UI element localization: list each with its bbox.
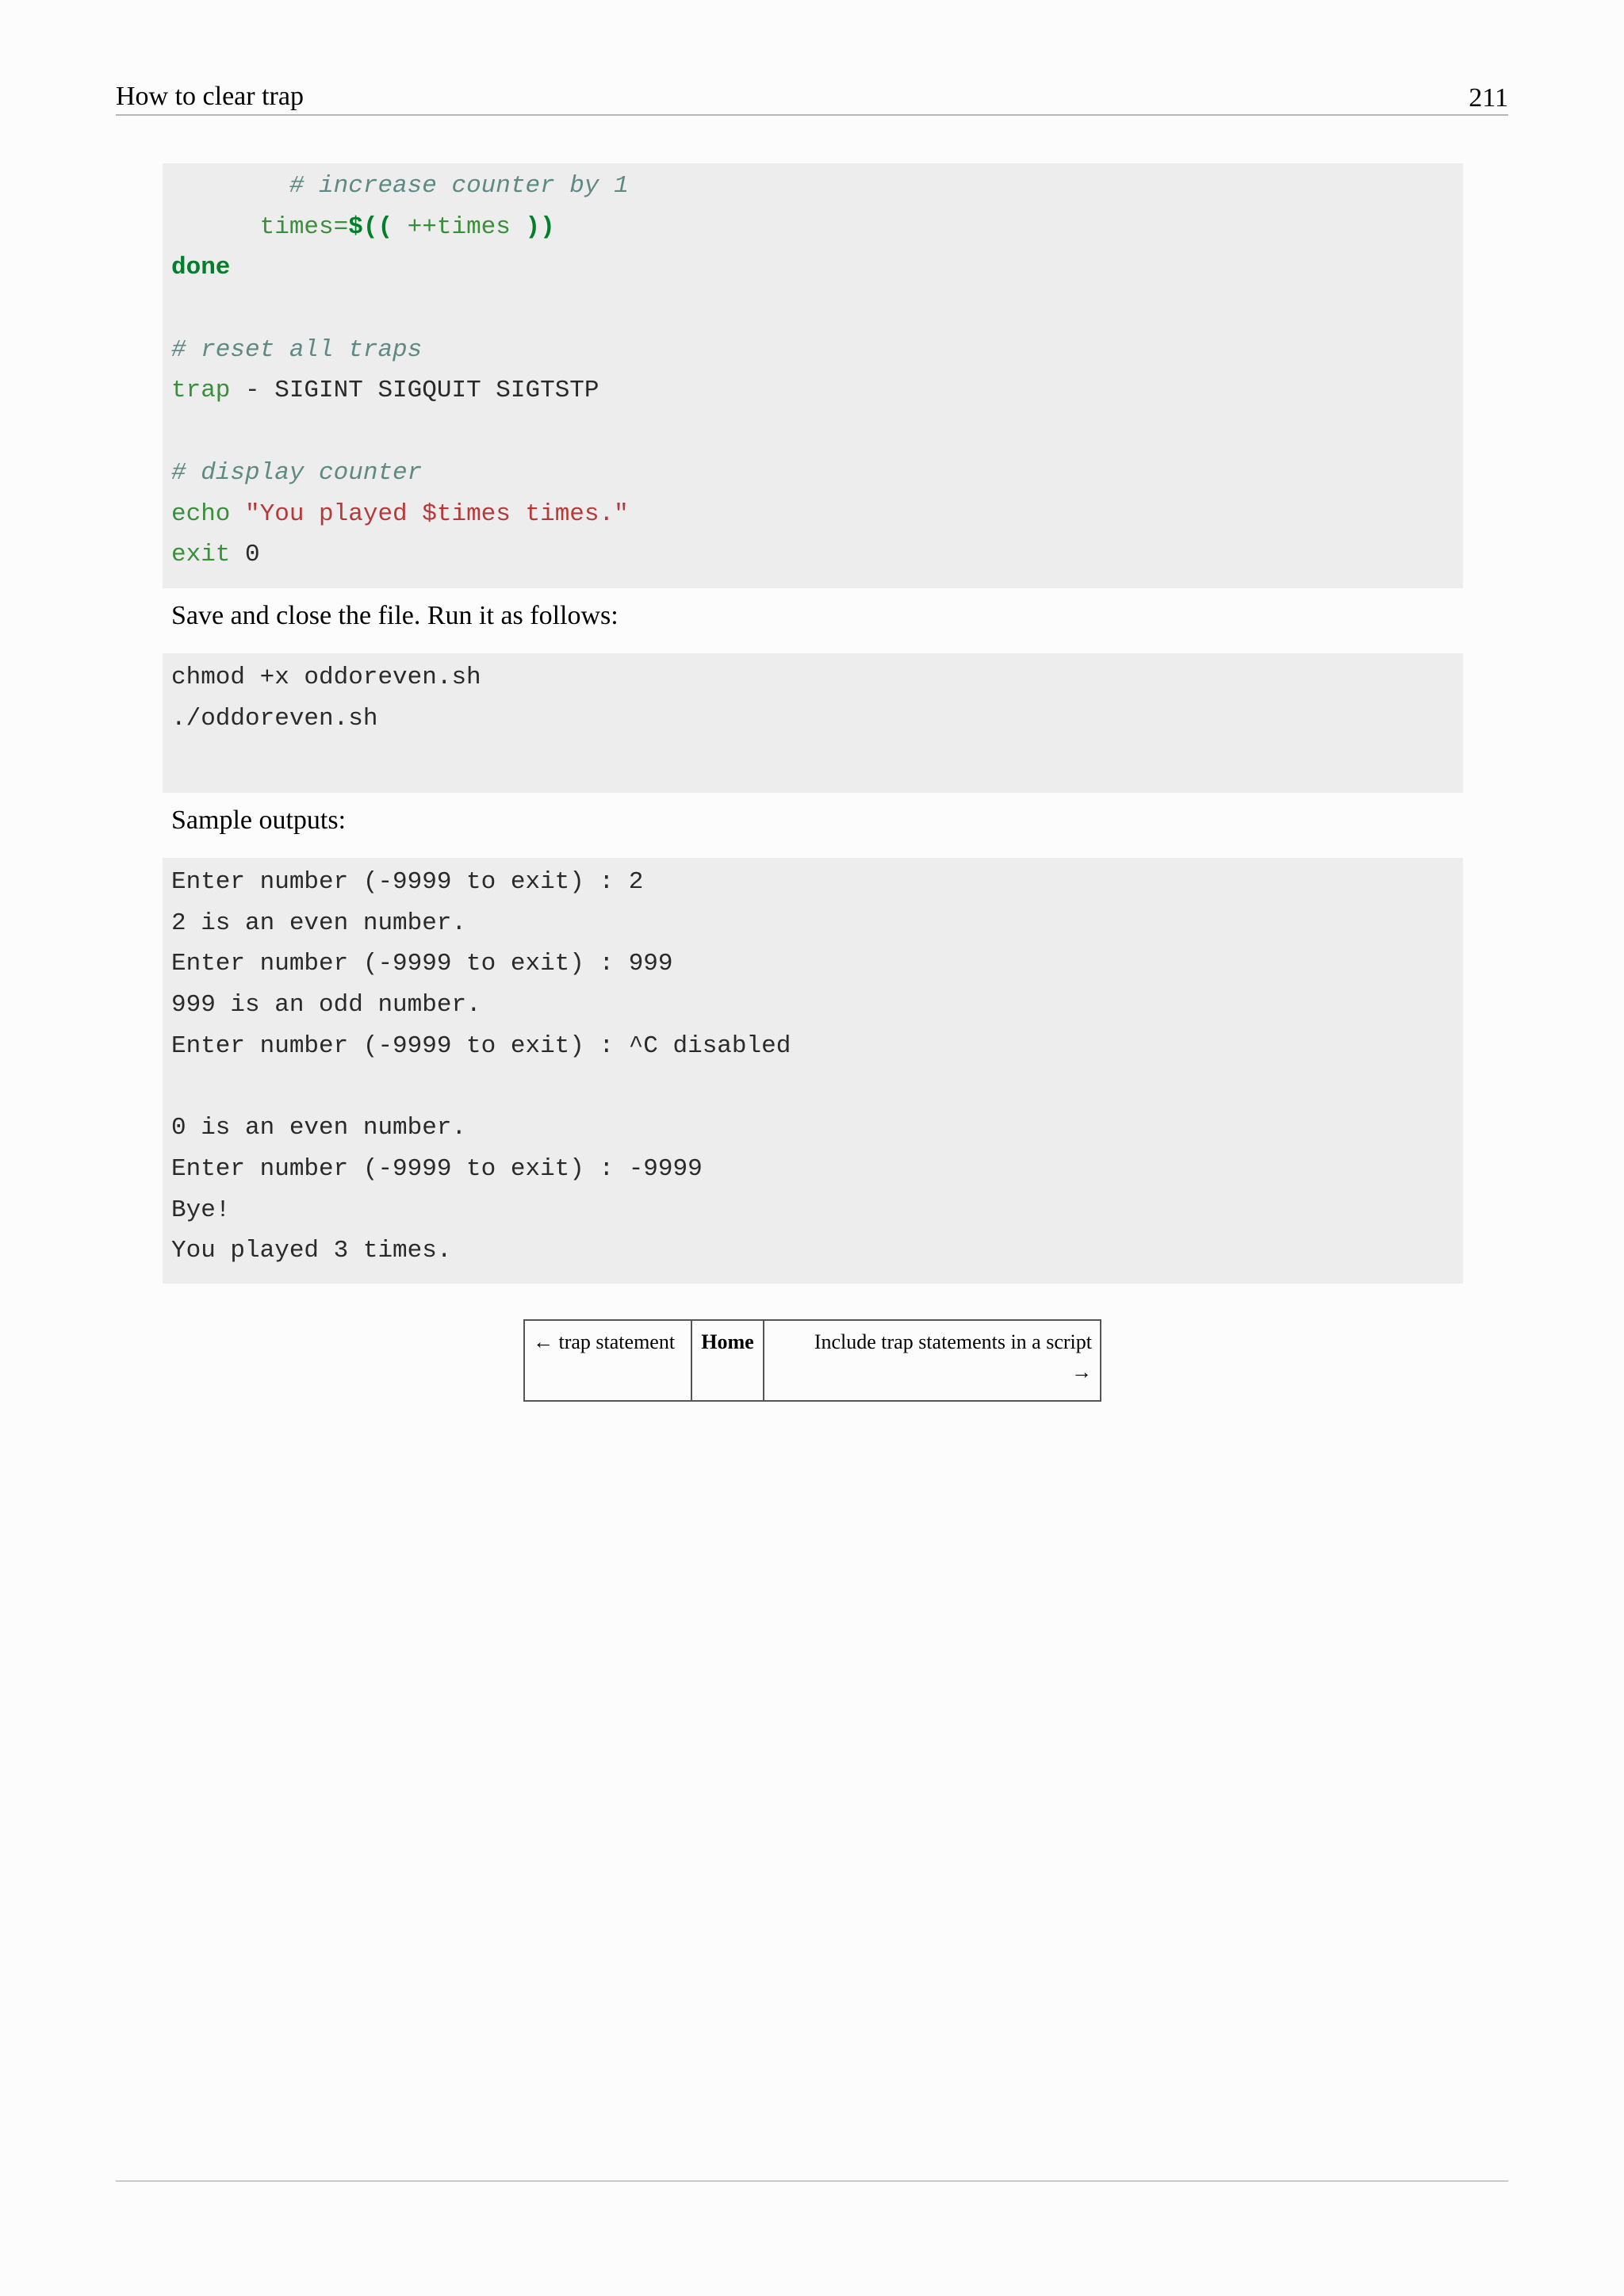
code-line: echo "You played $times times." [171,499,629,528]
code-line: chmod +x oddoreven.sh [171,664,481,691]
code-comment: # reset all traps [171,335,423,364]
code-line [171,330,1463,371]
right-arrow-icon: → [1071,1360,1092,1383]
nav-home-link[interactable]: Home [692,1321,764,1400]
code-line: Enter number (-9999 to exit) : ^C disabled [171,1031,791,1060]
code-comment: # display counter [171,458,423,487]
code-line: trap - SIGINT SIGQUIT SIGTSTP [171,377,599,405]
instruction-text: Save and close the file. Run it as follows: [171,601,619,630]
nav-next-link[interactable] [764,1321,1100,1400]
code-line: 999 is an odd number. [171,991,481,1020]
code-line: exit 0 [171,541,260,569]
code-comment: # increase counter by 1 [289,172,629,200]
code-block-script [163,163,1463,588]
footer-divider [116,2180,1508,2182]
code-line: Enter number (-9999 to exit) : -9999 [171,1154,703,1183]
code-line: Enter number (-9999 to exit) : 999 [171,950,673,978]
code-line [171,1066,1463,1108]
nav-next-label: Include trap statements in a script [814,1330,1092,1353]
code-line: done [171,254,231,282]
page-title: How to clear trap [116,82,304,111]
page-number: 211 [1469,83,1508,113]
code-line [171,289,1463,330]
code-line: 2 is an even number. [171,909,467,937]
code-block-output [163,858,1463,1284]
nav-prev-link[interactable]: ← trap statement [525,1321,692,1400]
sample-outputs-label: Sample outputs: [171,806,347,835]
code-line: Bye! [171,1196,231,1224]
code-line: You played 3 times. [171,1237,452,1265]
code-line: 0 is an even number. [171,1114,467,1142]
page-header [116,73,1508,116]
code-line: times=$(( ++times )) [259,212,555,241]
code-block-run [163,653,1463,793]
code-line [171,411,1463,453]
code-line: Enter number (-9999 to exit) : 2 [171,868,644,896]
navigation-table [523,1319,1101,1402]
code-line [171,166,1463,207]
code-line [171,453,1463,494]
code-line: ./oddoreven.sh [171,704,378,733]
